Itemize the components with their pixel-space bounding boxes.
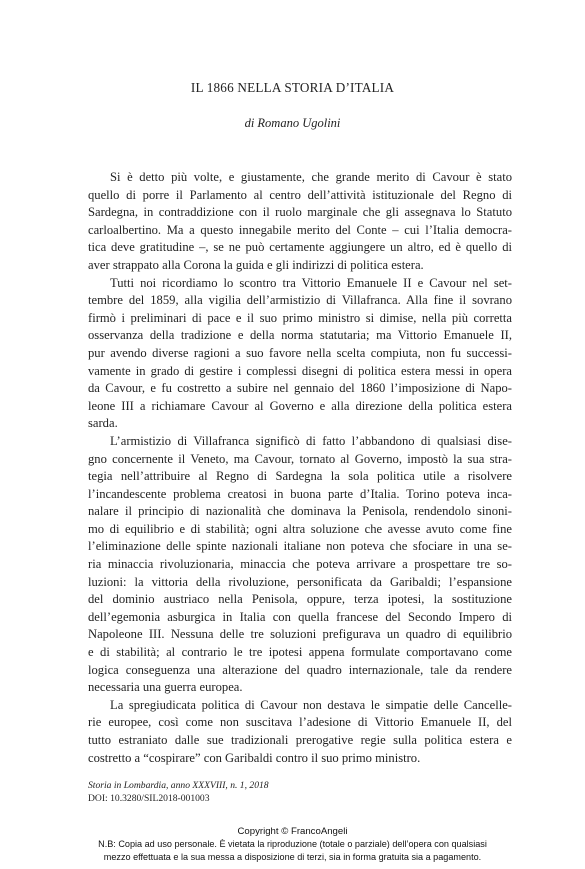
usage-notice-line: N.B: Copia ad uso personale. È vietata la riproduzione (totale o parziale) dell’opera con qualsiasi [98, 839, 487, 849]
doi-reference: DOI: 10.3280/SIL2018-001003 [88, 793, 210, 804]
text-line: l’eliminazione delle spinte nazionali italiane non poteva che sfociare in una se- [88, 539, 512, 554]
text-line: dell’egemonia asburgica in Italia con quella francese del Secondo Impero di [88, 609, 512, 624]
text-line: necessaria una guerra europea. [88, 680, 243, 695]
text-line: mo di equilibrio e di stabilità; ogni altra soluzione che avesse avuto come fine [88, 521, 512, 536]
text-line: costretto a “cospirare” con Garibaldi contro il suo primo ministro. [88, 750, 421, 765]
text-line: del dominio austriaco nella Penisola, oppure, terza ipotesi, la sostituzione [88, 592, 512, 607]
text-line: rie europee, così come non suscitava l’adesione di Vittorio Emanuele II, del [88, 715, 512, 730]
text-line: da Cavour, e fu costretto a subire nel gennaio del 1860 l’imposizione di Napo- [88, 381, 512, 396]
article-author: di Romano Ugolini [244, 116, 341, 130]
text-line: carloalbertino. Ma a questo innegabile merito del Conte – cui l’Italia democra- [88, 222, 512, 237]
text-line: leone III a richiamare Cavour al Governo e alla direzione della politica estera [88, 398, 512, 413]
text-line: l’incandescente problema creatosi in buona parte d’Italia. Torino poteva inca- [88, 486, 512, 501]
article-body [88, 169, 512, 767]
text-line: tembre del 1859, alla vigilia dell’armistizio di Villafranca. Alla fine il sovrano [88, 293, 512, 308]
text-line: aver strappato alla Corona la guida e gli indirizzi di politica estera. [88, 257, 424, 272]
text-line: tegia nell’attribuire al Regno di Sardegna la sola politica utile a risolvere [88, 469, 512, 484]
text-line: quello di porre il Parlamento al centro dell’attività istituzionale del Regno di [88, 187, 512, 202]
article-title: IL 1866 NELLA STORIA D’ITALIA [190, 80, 395, 95]
text-line: Napoleone III. Nessuna delle tre soluzioni prefigurava un quadro di equilibrio [88, 627, 512, 642]
text-line: firmò i preliminari di pace e il suo primo ministro si dimise, nella più corretta [88, 310, 512, 325]
text-line: pur avendo diverse ragioni a suo favore nella scelta compiuta, non fu successi- [88, 345, 512, 360]
usage-notice-line: mezzo effettuata e la sua messa a disposizione di terzi, sia in forma gratuita sia a pagamento. [103, 851, 482, 862]
paragraph [88, 275, 512, 433]
text-line: tutto estraniato dalle sue tradizionali prerogative regie sulla politica estera e [88, 733, 512, 747]
text-line: vamente in grado di gestire i complessi disegni di politica estera messi in opera [88, 363, 512, 378]
text-line: luzioni: la vittoria della rivoluzione, personificata da Garibaldi; l’espansione [88, 574, 512, 589]
paragraph [88, 697, 512, 767]
text-line: Si è detto più volte, e giustamente, che grande merito di Cavour è stato [110, 170, 512, 184]
text-line: Sardegna, in contraddizione con il ruolo marginale che gli assegnava lo Statuto [88, 205, 512, 220]
copyright-notice: Copyright © FrancoAngeli [237, 826, 348, 837]
usage-notice [0, 838, 585, 863]
text-line: sarda. [88, 416, 118, 431]
paragraph [88, 433, 512, 697]
text-line: osservanza della tradizione e della norma statutaria; ma Vittorio Emanuele II, [88, 328, 512, 343]
paragraph [88, 169, 512, 275]
text-line: tica deve gratitudine –, se ne può certamente aggiungere un altro, ed è quello di [88, 240, 512, 255]
text-line: Tutti noi ricordiamo lo scontro tra Vittorio Emanuele II e Cavour nel set- [110, 275, 512, 290]
journal-citation: Storia in Lombardia, anno XXXVIII, n. 1, 2018 [88, 780, 269, 791]
text-line: logica conseguenza una alterazione del quadro internazionale, tale da rendere [88, 662, 512, 677]
text-line: La spregiudicata politica di Cavour non destava le simpatie delle Cancelle- [110, 697, 512, 712]
text-line: e di stabilità; al contrario le tre ipotesi appena formulate comportavano come [88, 645, 512, 660]
text-line: gno concernente il Veneto, ma Cavour, tornato al Governo, impostò la sua stra- [88, 451, 512, 466]
text-line: L’armistizio di Villafranca significò di fatto l’abbandono di qualsiasi dise- [110, 433, 512, 448]
text-line: ria minaccia rivoluzionaria, minaccia che poteva arrivare a prospettare tre so- [88, 557, 512, 572]
text-line: nalare il principio di nazionalità che dominava la Penisola, rendendolo sinoni- [88, 504, 512, 519]
